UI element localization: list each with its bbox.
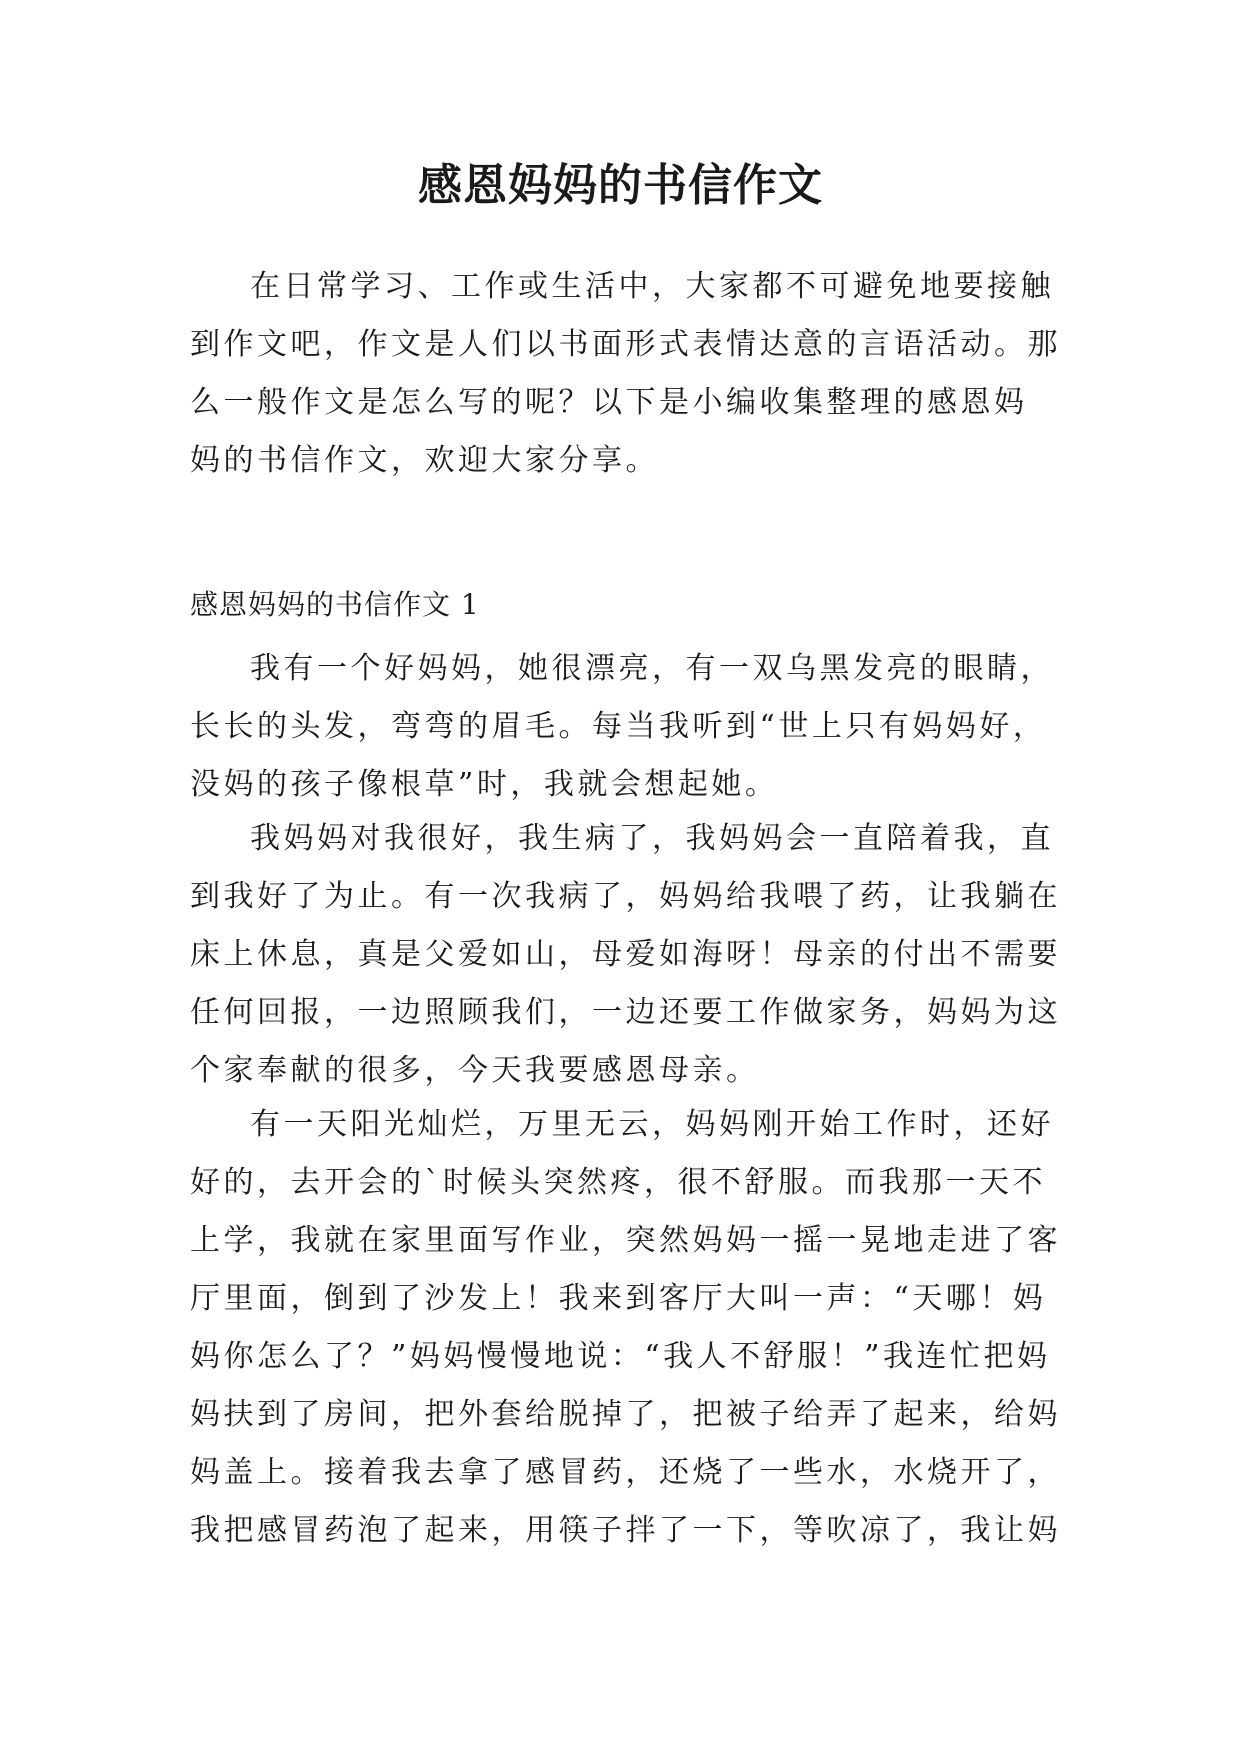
text-line: 妈的书信作文，欢迎大家分享。 (190, 443, 659, 478)
text-line: 长长的头发，弯弯的眉毛。每当我听到“世上只有妈妈好， (190, 709, 1047, 744)
body-paragraph (190, 640, 1070, 814)
text-line: 在日常学习、工作或生活中，大家都不可避免地要接触 (250, 269, 1054, 304)
intro-paragraph (190, 258, 1070, 490)
text-line: 我有一个好妈妈，她很漂亮，有一双乌黑发亮的眼睛， (250, 651, 1054, 686)
document-title: 感恩妈妈的书信作文 (418, 160, 823, 211)
text-line: 没妈的孩子像根草”时，我就会想起她。 (190, 767, 779, 802)
text-line: 妈扶到了房间，把外套给脱掉了，把被子给弄了起来，给妈 (190, 1397, 1061, 1432)
text-line: 好的，去开会的`时候头突然疼，很不舒服。而我那一天不 (190, 1165, 1046, 1200)
body-paragraph (190, 810, 1070, 1100)
section-heading: 感恩妈妈的书信作文 1 (190, 588, 480, 621)
text-line: 到我好了为止。有一次我病了，妈妈给我喂了药，让我躺在 (190, 879, 1061, 914)
text-line: 任何回报，一边照顾我们，一边还要工作做家务，妈妈为这 (190, 995, 1061, 1030)
text-line: 厅里面，倒到了沙发上！我来到客厅大叫一声：“天哪！妈 (190, 1281, 1047, 1316)
text-line: 妈你怎么了？”妈妈慢慢地说：“我人不舒服！”我连忙把妈 (190, 1339, 1051, 1374)
text-line: 我妈妈对我很好，我生病了，我妈妈会一直陪着我，直 (250, 821, 1054, 856)
text-line: 上学，我就在家里面写作业，突然妈妈一摇一晃地走进了客 (190, 1223, 1061, 1258)
text-line: 有一天阳光灿烂，万里无云，妈妈刚开始工作时，还好 (250, 1107, 1054, 1142)
text-line: 个家奉献的很多，今天我要感恩母亲。 (190, 1053, 760, 1088)
text-line: 床上休息，真是父爱如山，母爱如海呀！母亲的付出不需要 (190, 937, 1061, 972)
text-line: 么一般作文是怎么写的呢？以下是小编收集整理的感恩妈 (190, 385, 1028, 420)
text-line: 我把感冒药泡了起来，用筷子拌了一下，等吹凉了，我让妈 (190, 1513, 1061, 1548)
text-line: 到作文吧，作文是人们以书面形式表情达意的言语活动。那 (190, 327, 1061, 362)
text-line: 妈盖上。接着我去拿了感冒药，还烧了一些水，水烧开了， (190, 1455, 1061, 1490)
body-paragraph (190, 1096, 1070, 1560)
